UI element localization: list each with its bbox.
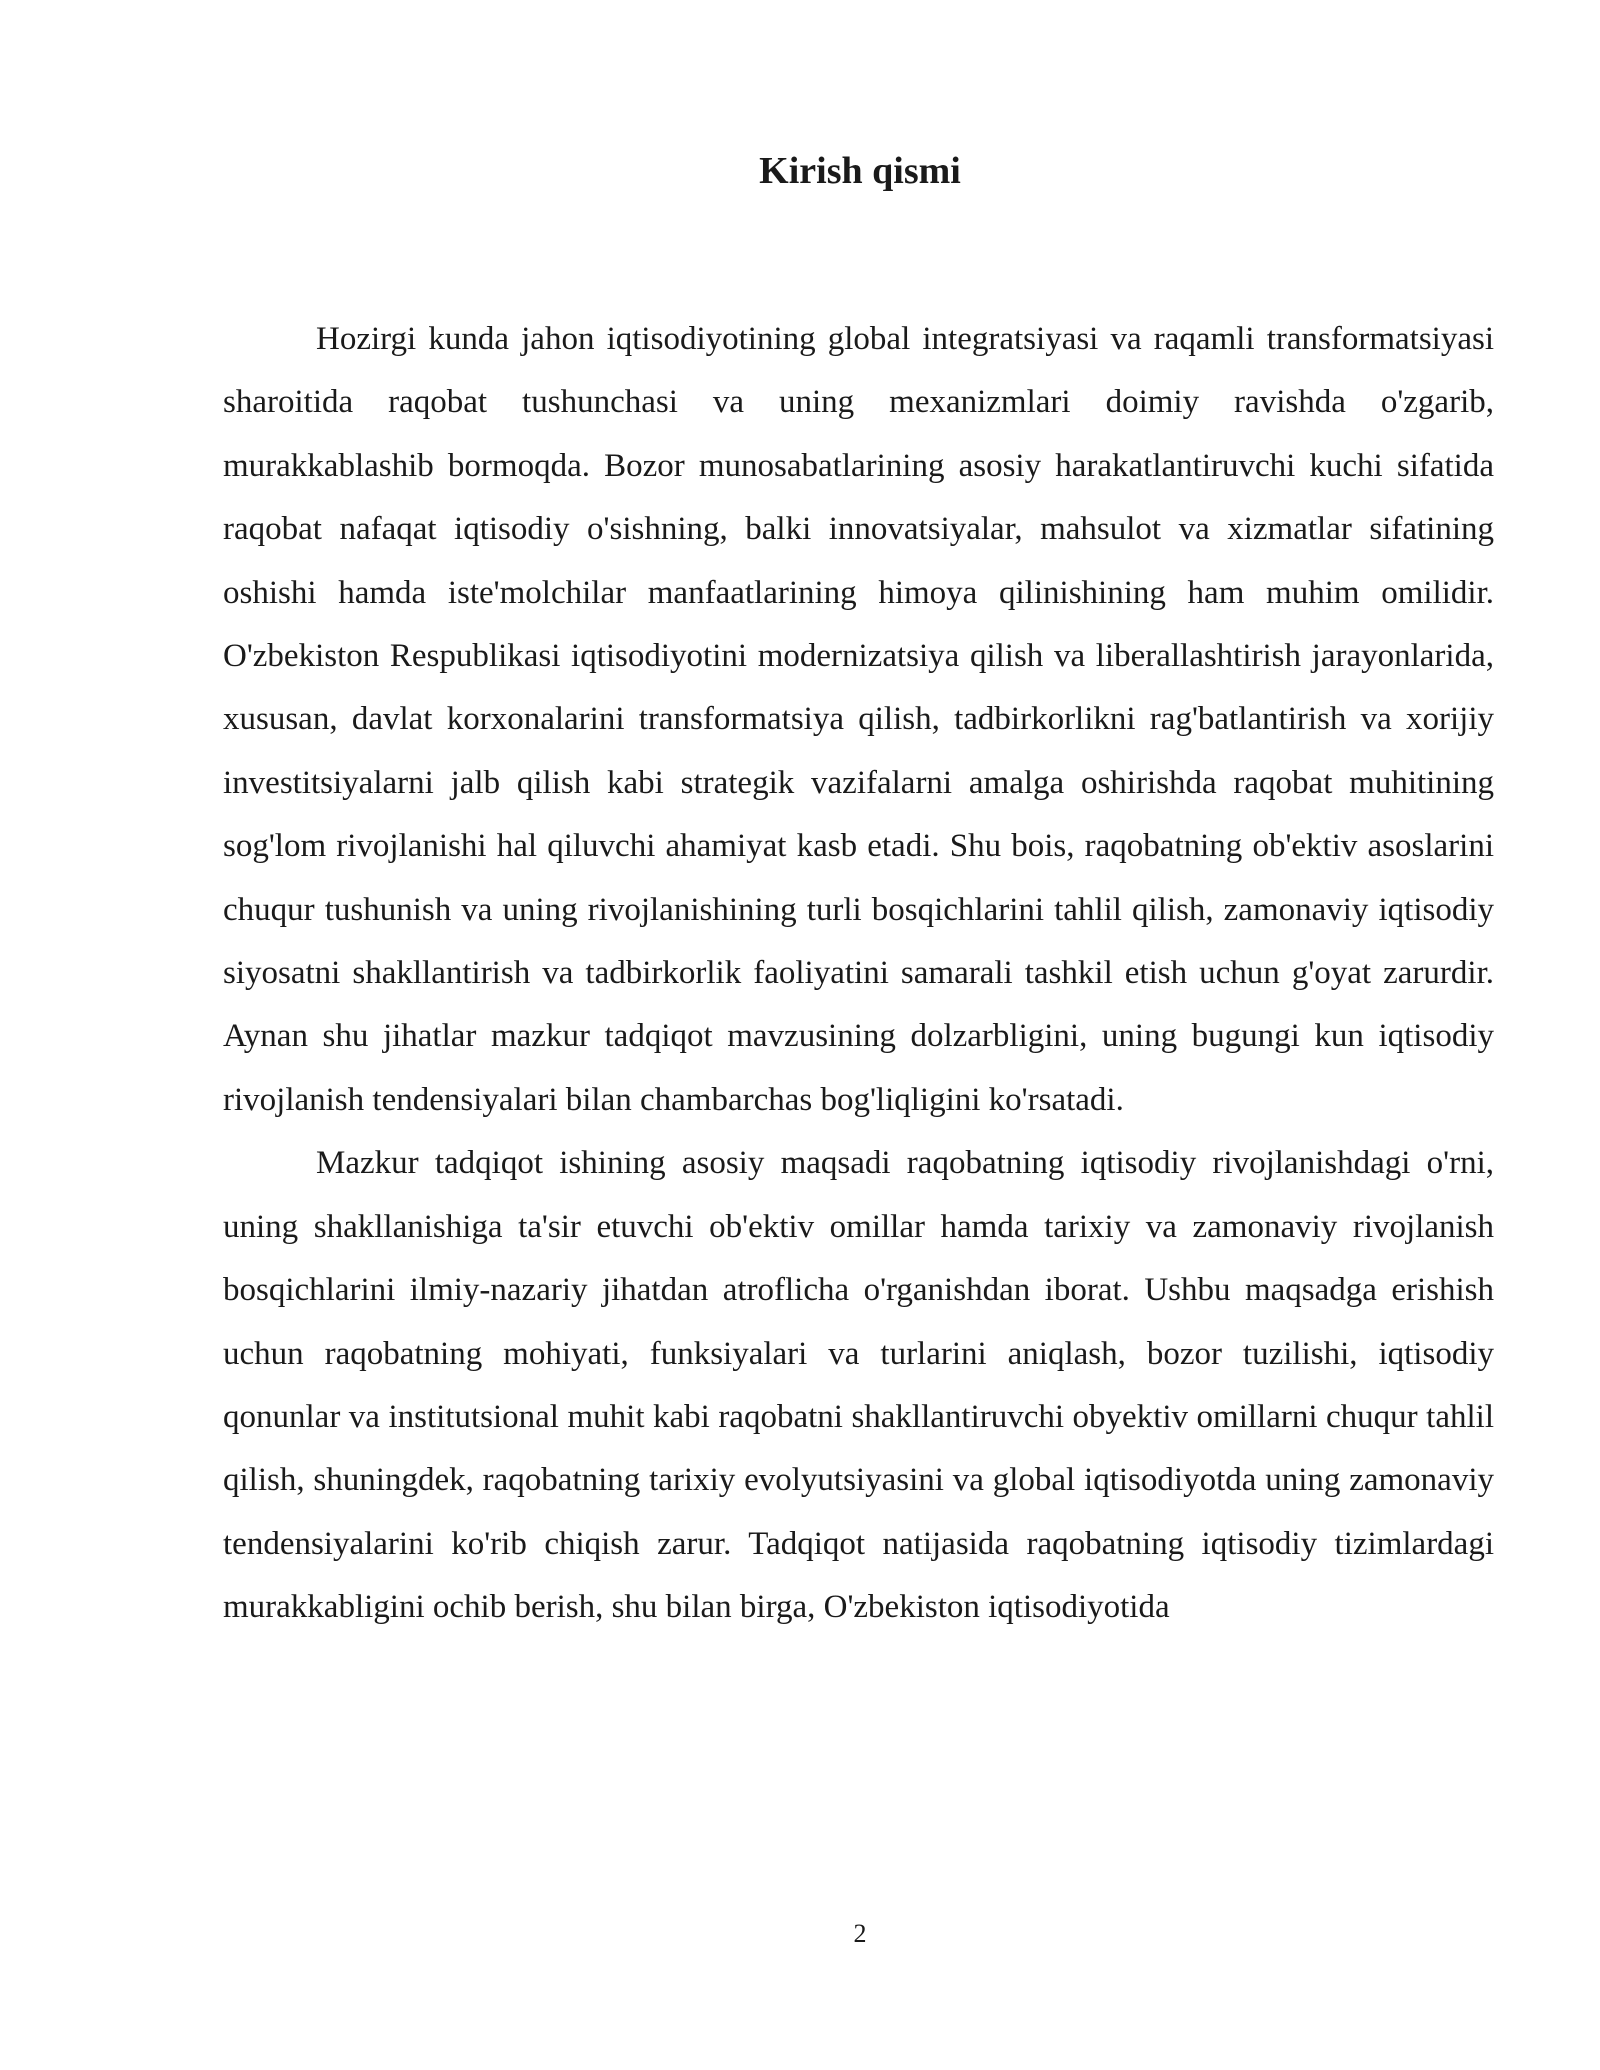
body-text <box>223 308 1494 1640</box>
page-title: Kirish qismi <box>759 150 961 192</box>
paragraph-1: Hozirgi kunda jahon iqtisodiyotining global integratsiyasi va raqamli transformatsiyasi sharoitida raqobat tushunchasi va uning mexanizmlari doimiy ravishda o'zgarib, murakkablashib bormoqda. Bozor munosabatlarining asosiy harakatlantiruvchi kuchi sifatida raqobat nafaqat iqtisodiy o'sishning, balki innovatsiyalar, mahsulot va xizmatlar sifatining oshishi hamda iste'molchilar manfaatlarining himoya qilinishining ham muhim omilidir. O'zbekiston Respublikasi iqtisodiyotini modernizatsiya qilish va liberallashtirish jarayonlarida, xususan, davlat korxonalarini transformatsiya qilish, tadbirkorlikni rag'batlantirish va xorijiy investitsiyalarni jalb qilish kabi strategik vazifalarni amalga oshirishda raqobat muhitining sog'lom rivojlanishi hal qiluvchi ahamiyat kasb etadi. Shu bois, raqobatning ob'ektiv asoslarini chuqur tushunish va uning rivojlanishining turli bosqichlarini tahlil qilish, zamonaviy iqtisodiy siyosatni shakllantirish va tadbirkorlik faoliyatini samarali tashkil etish uchun g'oyat zarurdir. Aynan shu jihatlar mazkur tadqiqot mavzusining dolzarbligini, uning bugungi kun iqtisodiy rivojlanish tendensiyalari bilan chambarchas bog'liqligini ko'rsatadi. <box>223 321 1494 1118</box>
page-number: 2 <box>853 1919 867 1948</box>
paragraph-2: Mazkur tadqiqot ishining asosiy maqsadi raqobatning iqtisodiy rivojlanishdagi o'rni, uning shakllanishiga ta'sir etuvchi ob'ektiv omillar hamda tarixiy va zamonaviy rivojlanish bosqichlarini ilmiy-nazariy jihatdan atroflicha o'rganishdan iborat. Ushbu maqsadga erishish uchun raqobatning mohiyati, funksiyalari va turlarini aniqlash, bozor tuzilishi, iqtisodiy qonunlar va institutsional muhit kabi raqobatni shakllantiruvchi obyektiv omillarni chuqur tahlil qilish, shuningdek, raqobatning tarixiy evolyutsiyasini va global iqtisodiyotda uning zamonaviy tendensiyalarini ko'rib chiqish zarur. Tadqiqot natijasida raqobatning iqtisodiy tizimlardagi murakkabligini ochib berish, shu bilan birga, O'zbekiston iqtisodiyotida <box>223 1145 1494 1626</box>
